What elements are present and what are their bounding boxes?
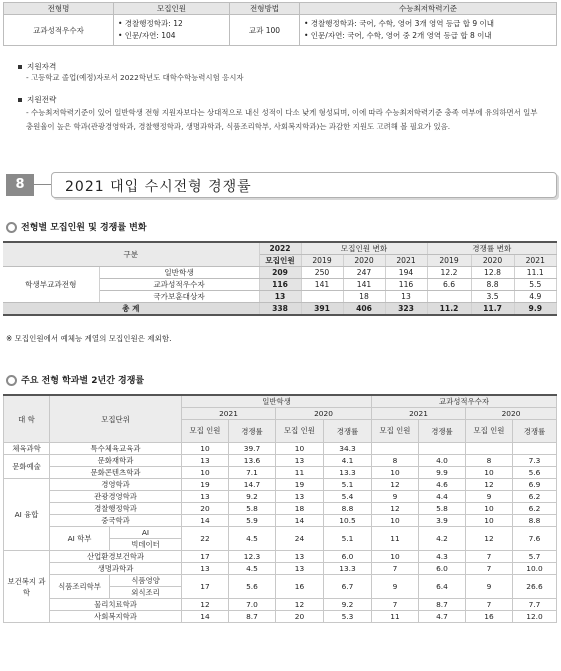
value-cell: 5.1 — [324, 527, 372, 551]
value-cell: 7 — [466, 551, 513, 563]
cell: 6.6 — [427, 279, 471, 291]
cell: 406 — [343, 303, 385, 316]
criteria-cell — [300, 15, 557, 46]
table-row — [4, 467, 557, 479]
value-cell: 9 — [466, 491, 513, 503]
row-label: 국가보훈대상자 — [99, 291, 259, 303]
cell: 13 — [385, 291, 427, 303]
header-rate: 경쟁률 — [419, 420, 466, 443]
value-cell: 7.0 — [229, 599, 276, 611]
value-cell: 11 — [372, 611, 419, 623]
section-title: 2021 대입 수시전형 경쟁률 — [65, 179, 252, 195]
header-year: 2021 — [385, 255, 427, 267]
value-cell: 4.2 — [419, 527, 466, 551]
cell: 141 — [301, 279, 343, 291]
header-year: 2019 — [301, 255, 343, 267]
header-rate-change: 경쟁률 변화 — [427, 242, 556, 255]
header-quota: 모집 인원 — [182, 420, 229, 443]
value-cell: 10 — [182, 467, 229, 479]
value-cell: 14.7 — [229, 479, 276, 491]
value-cell: 5.8 — [419, 503, 466, 515]
value-cell: 12 — [372, 479, 419, 491]
value-cell: 34.3 — [324, 443, 372, 455]
value-cell: 13.6 — [229, 455, 276, 467]
value-cell: 5.6 — [513, 467, 557, 479]
value-cell: 4.5 — [229, 563, 276, 575]
unit-sub-cell: 외식조리 — [110, 587, 182, 599]
cell: 194 — [385, 267, 427, 279]
header-quota: 모집 인원 — [276, 420, 324, 443]
cell: 11.1 — [514, 267, 556, 279]
value-cell: 18 — [276, 503, 324, 515]
value-cell: 14 — [276, 515, 324, 527]
table-row — [3, 267, 557, 279]
value-cell: 6.4 — [419, 575, 466, 599]
cell: 116 — [385, 279, 427, 291]
value-cell: 20 — [276, 611, 324, 623]
unit-group-cell: 식품조리학부 — [50, 575, 110, 599]
value-cell: 4.4 — [419, 491, 466, 503]
unit-sub-cell: 빅데이터 — [110, 539, 182, 551]
value-cell: 19 — [182, 479, 229, 491]
value-cell: 8 — [372, 455, 419, 467]
college-cell: 체육과학 — [4, 443, 50, 455]
cell: 3.5 — [471, 291, 514, 303]
value-cell: 4.1 — [324, 455, 372, 467]
table-row — [4, 563, 557, 575]
value-cell: 16 — [276, 575, 324, 599]
value-cell: 13 — [276, 455, 324, 467]
header-excellent: 교과성적우수자 — [372, 395, 557, 408]
cell: 391 — [301, 303, 343, 316]
college-cell: 문화예술 — [4, 455, 50, 479]
cell: 12.8 — [471, 267, 514, 279]
header-quota-change: 모집인원 변화 — [301, 242, 427, 255]
value-cell: 6.2 — [513, 491, 557, 503]
value-cell: 14 — [182, 611, 229, 623]
value-cell: 3.9 — [419, 515, 466, 527]
cell: 5.5 — [514, 279, 556, 291]
header-cell: 모집인원 — [114, 3, 230, 15]
ring-bullet-icon — [6, 375, 17, 386]
unit-cell: 경영학과 — [50, 479, 182, 491]
header-rate: 경쟁률 — [229, 420, 276, 443]
value-cell: 4.6 — [419, 479, 466, 491]
cell: 250 — [301, 267, 343, 279]
value-cell — [372, 443, 419, 455]
value-cell: 24 — [276, 527, 324, 551]
value-cell: 10 — [372, 551, 419, 563]
value-cell: 4.3 — [419, 551, 466, 563]
quota-cell — [114, 15, 230, 46]
unit-group-cell: AI 학부 — [50, 527, 110, 551]
value-cell: 12 — [182, 599, 229, 611]
cell: 141 — [343, 279, 385, 291]
college-cell: 보건복지 과학 — [4, 551, 50, 623]
value-cell: 19 — [276, 479, 324, 491]
value-cell: 4.7 — [419, 611, 466, 623]
qualify-text: - 고등학교 졸업(예정)자로서 2022학년도 대학수학능력시험 응시자 — [26, 73, 244, 82]
unit-sub-cell: AI — [110, 527, 182, 539]
value-cell: 13 — [182, 455, 229, 467]
table-row — [4, 455, 557, 467]
value-cell: 5.1 — [324, 479, 372, 491]
header-college: 대 학 — [4, 395, 50, 443]
section-number: 8 — [6, 174, 34, 196]
value-cell: 17 — [182, 551, 229, 563]
header-year: 2019 — [427, 255, 471, 267]
unit-cell: 사회복지학과 — [50, 611, 182, 623]
value-cell: 17 — [182, 575, 229, 599]
subheading-competition: 전형별 모집인원 및 경쟁률 변화 — [6, 220, 147, 233]
quota-line: • 경찰행정학과: 12 — [118, 19, 183, 28]
value-cell: 9 — [372, 575, 419, 599]
unit-cell: 경찰행정학과 — [50, 503, 182, 515]
value-cell: 12.0 — [513, 611, 557, 623]
value-cell: 10.0 — [513, 563, 557, 575]
unit-sub-cell: 식품영양 — [110, 575, 182, 587]
value-cell: 10 — [372, 467, 419, 479]
value-cell: 7.1 — [229, 467, 276, 479]
subheading-dept: 주요 전형 학과별 2년간 경쟁률 — [6, 373, 144, 386]
value-cell: 13 — [182, 491, 229, 503]
table-row — [4, 443, 557, 455]
value-cell: 6.2 — [513, 503, 557, 515]
quota-line: • 인문/자연: 104 — [118, 31, 176, 40]
value-cell: 9.2 — [229, 491, 276, 503]
cell: 209 — [259, 267, 301, 279]
track-name: 교과성적우수자 — [4, 15, 114, 46]
value-cell: 8.7 — [229, 611, 276, 623]
unit-cell: 특수체육교육과 — [50, 443, 182, 455]
department-competition-table — [3, 394, 557, 623]
value-cell — [419, 443, 466, 455]
value-cell: 7 — [466, 563, 513, 575]
table-row — [4, 551, 557, 563]
header-general: 일반학생 — [182, 395, 372, 408]
table-row — [4, 515, 557, 527]
value-cell: 13 — [276, 551, 324, 563]
cell: 13 — [259, 291, 301, 303]
strategy-title: 지원전략 — [18, 94, 56, 105]
row-label: 일반학생 — [99, 267, 259, 279]
value-cell: 7 — [372, 563, 419, 575]
header-year: 2020 — [466, 408, 557, 420]
value-cell: 13 — [276, 491, 324, 503]
competition-change-table — [3, 241, 557, 316]
value-cell: 9.9 — [419, 467, 466, 479]
cell: 11.2 — [427, 303, 471, 316]
value-cell: 7 — [372, 599, 419, 611]
value-cell: 10 — [372, 515, 419, 527]
value-cell — [513, 443, 557, 455]
table-header-row — [4, 395, 557, 408]
table-body — [4, 443, 557, 623]
value-cell: 4.5 — [229, 527, 276, 551]
value-cell: 4.0 — [419, 455, 466, 467]
total-row — [3, 303, 557, 316]
value-cell: 6.0 — [324, 551, 372, 563]
value-cell: 12 — [276, 599, 324, 611]
unit-cell: 문화재학과 — [50, 455, 182, 467]
table-row — [4, 611, 557, 623]
value-cell: 11 — [372, 527, 419, 551]
table-row — [4, 527, 557, 539]
row-label: 교과성적우수자 — [99, 279, 259, 291]
value-cell: 6.0 — [419, 563, 466, 575]
value-cell: 5.9 — [229, 515, 276, 527]
table-row — [4, 15, 557, 46]
header-unit: 모집단위 — [50, 395, 182, 443]
value-cell: 12.3 — [229, 551, 276, 563]
cell — [427, 291, 471, 303]
header-year: 2021 — [372, 408, 466, 420]
header-rate: 경쟁률 — [513, 420, 557, 443]
value-cell: 26.6 — [513, 575, 557, 599]
value-cell: 5.8 — [229, 503, 276, 515]
table-header-row — [4, 3, 557, 15]
value-cell: 6.9 — [513, 479, 557, 491]
cell: 323 — [385, 303, 427, 316]
college-cell: AI 융합 — [4, 479, 50, 551]
value-cell: 10 — [182, 443, 229, 455]
table-row — [4, 479, 557, 491]
header-gubun: 구분 — [3, 242, 259, 267]
value-cell: 8.7 — [419, 599, 466, 611]
cell: 247 — [343, 267, 385, 279]
table-row — [4, 599, 557, 611]
criteria-line: • 경찰행정학과: 국어, 수학, 영어 3개 영역 등급 합 9 이내 — [304, 19, 495, 28]
header-quota: 모집 인원 — [466, 420, 513, 443]
header-year: 2021 — [514, 255, 556, 267]
value-cell: 11 — [276, 467, 324, 479]
value-cell: 12 — [372, 503, 419, 515]
header-cell: 전형방법 — [230, 3, 300, 15]
unit-cell: 관광경영학과 — [50, 491, 182, 503]
unit-cell: 산업환경보건학과 — [50, 551, 182, 563]
cell: 4.9 — [514, 291, 556, 303]
table-header-row — [3, 242, 557, 255]
ring-bullet-icon — [6, 222, 17, 233]
value-cell: 12 — [466, 527, 513, 551]
unit-cell: 물리치료학과 — [50, 599, 182, 611]
value-cell: 16 — [466, 611, 513, 623]
header-cell: 수능최저학력기준 — [300, 3, 557, 15]
value-cell: 6.7 — [324, 575, 372, 599]
section-heading — [3, 171, 556, 198]
cell — [301, 291, 343, 303]
group-label: 학생부교과전형 — [3, 267, 99, 303]
cell: 338 — [259, 303, 301, 316]
header-quota: 모집 인원 — [372, 420, 419, 443]
method-cell: 교과 100 — [230, 15, 300, 46]
value-cell: 9 — [466, 575, 513, 599]
header-year: 2020 — [471, 255, 514, 267]
cell: 116 — [259, 279, 301, 291]
value-cell: 7.6 — [513, 527, 557, 551]
cell: 8.8 — [471, 279, 514, 291]
table-row — [4, 575, 557, 587]
value-cell: 5.4 — [324, 491, 372, 503]
header-year: 2020 — [343, 255, 385, 267]
cell: 12.2 — [427, 267, 471, 279]
qualify-title: 지원자격 — [18, 61, 56, 72]
table-note: ※ 모집인원에서 예체능 계열의 모집인원은 제외함. — [6, 334, 172, 343]
value-cell: 5.7 — [513, 551, 557, 563]
cell: 9.9 — [514, 303, 556, 316]
value-cell: 13 — [182, 563, 229, 575]
header-rate: 경쟁률 — [324, 420, 372, 443]
value-cell: 5.3 — [324, 611, 372, 623]
header-cell: 전형명 — [4, 3, 114, 15]
unit-cell: 문화콘텐츠학과 — [50, 467, 182, 479]
value-cell: 8 — [466, 455, 513, 467]
header-2022-quota: 모집인원 — [259, 255, 301, 267]
value-cell: 10 — [276, 443, 324, 455]
value-cell: 9.2 — [324, 599, 372, 611]
table-row — [4, 491, 557, 503]
value-cell: 8.8 — [513, 515, 557, 527]
cell: 18 — [343, 291, 385, 303]
value-cell: 22 — [182, 527, 229, 551]
square-bullet-icon — [18, 98, 22, 102]
unit-cell: 생명과학과 — [50, 563, 182, 575]
header-year: 2021 — [182, 408, 276, 420]
strategy-text: - 수능최저학력기준이 있어 일반학생 전형 지원자보다는 상대적으로 내신 성적이 다소 낮게 형성되며, 이에 따라 수능최저학력기준 충족 여부에 유의하면서 일부 충원율이 높은 학과(관광경영학과, 경찰행정학과, 생명과학과, 식품조리학부, 사회복지학과)는 과감한 지원도 고려해 볼 필요가 있음. — [26, 108, 538, 131]
value-cell: 7.7 — [513, 599, 557, 611]
header-year: 2020 — [276, 408, 372, 420]
value-cell: 5.6 — [229, 575, 276, 599]
value-cell: 39.7 — [229, 443, 276, 455]
admission-summary-table — [3, 2, 557, 46]
value-cell: 9 — [372, 491, 419, 503]
value-cell: 10 — [466, 515, 513, 527]
value-cell: 10 — [466, 503, 513, 515]
value-cell: 7 — [466, 599, 513, 611]
value-cell: 14 — [182, 515, 229, 527]
value-cell: 10.5 — [324, 515, 372, 527]
value-cell: 7.3 — [513, 455, 557, 467]
header-2022: 2022 — [259, 242, 301, 255]
value-cell: 13.3 — [324, 563, 372, 575]
criteria-line: • 인문/자연: 국어, 수학, 영어 중 2개 영역 등급 합 8 이내 — [304, 31, 492, 40]
value-cell: 12 — [466, 479, 513, 491]
unit-cell: 중국학과 — [50, 515, 182, 527]
value-cell — [466, 443, 513, 455]
cell: 11.7 — [471, 303, 514, 316]
value-cell: 10 — [466, 467, 513, 479]
heading-connector — [34, 184, 52, 185]
value-cell: 13 — [276, 563, 324, 575]
square-bullet-icon — [18, 65, 22, 69]
value-cell: 8.8 — [324, 503, 372, 515]
value-cell: 13.3 — [324, 467, 372, 479]
table-row — [4, 503, 557, 515]
total-label: 총 계 — [3, 303, 259, 316]
value-cell: 20 — [182, 503, 229, 515]
